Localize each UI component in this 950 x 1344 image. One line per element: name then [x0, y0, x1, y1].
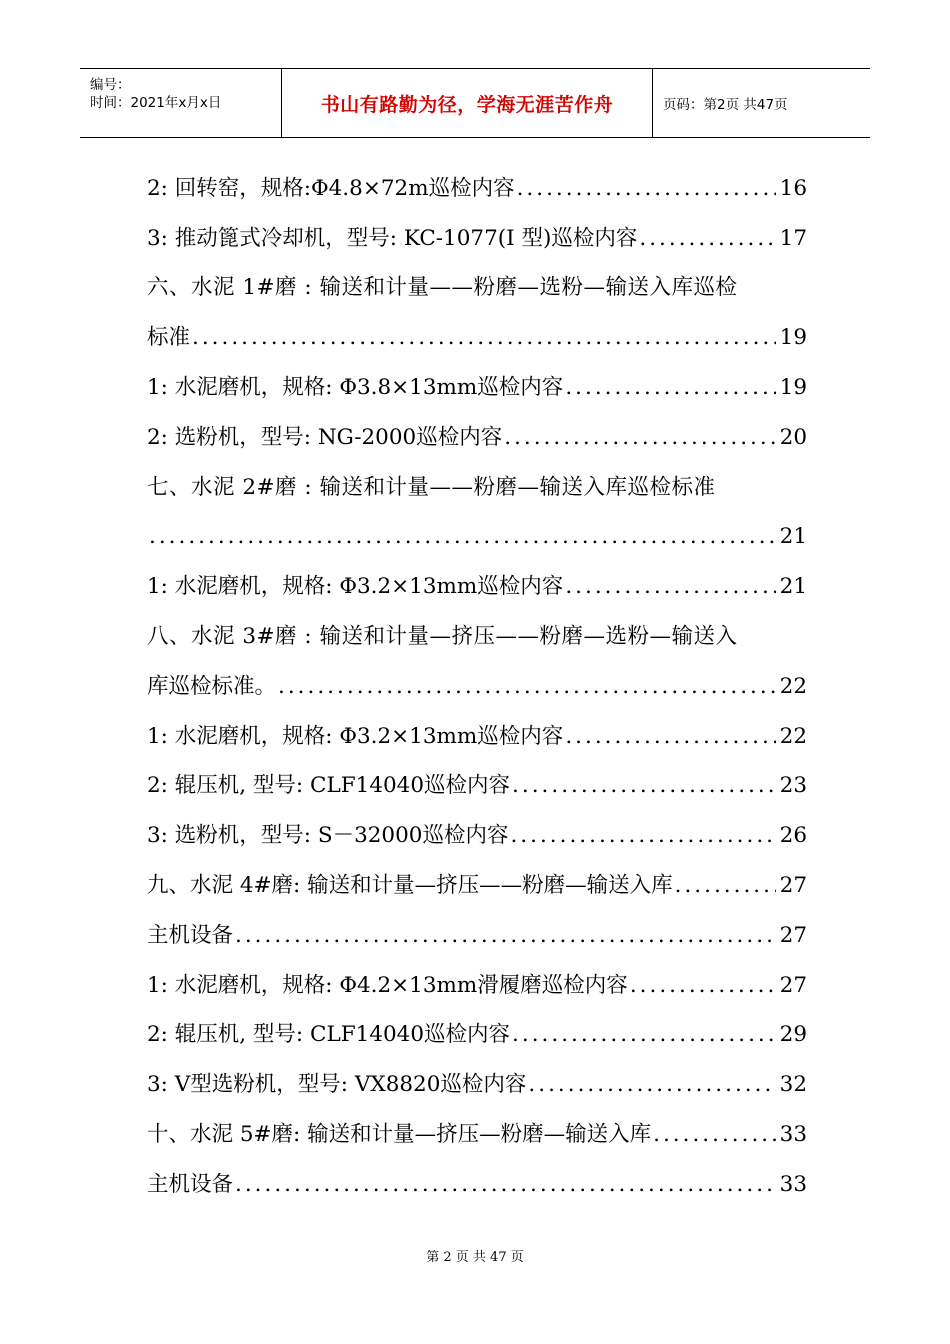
- toc-entry-page: 26: [779, 823, 807, 849]
- toc-entry-title: 七、水泥 2#磨 : 输送和计量——粉磨—输送入库巡检标准: [147, 474, 716, 500]
- toc-entry-title: 1: 水泥磨机，规格: Φ3.8×13mm巡检内容: [147, 375, 564, 401]
- toc-entry-title: 3: V型选粉机，型号: VX8820巡检内容: [147, 1072, 527, 1098]
- toc-dot-leader: [565, 567, 775, 607]
- toc-entry-title: 九、水泥 4#磨: 输送和计量—挤压——粉磨—输送入库: [147, 873, 673, 899]
- toc-dot-leader: [565, 368, 775, 408]
- toc-entry-title: 2: 辊压机, 型号: CLF14040巡检内容: [147, 1022, 511, 1048]
- toc-entry: [147, 264, 807, 314]
- toc-entry: [147, 463, 807, 513]
- toc-entry-page: 27: [779, 873, 807, 899]
- toc-entry-page: 16: [779, 175, 807, 201]
- toc-entry: [147, 214, 807, 264]
- toc-entry-page: 21: [779, 524, 807, 550]
- toc-entry: [147, 313, 807, 363]
- toc-entry-page: 32: [779, 1072, 807, 1098]
- toc-entry-title: 主机设备: [147, 1171, 234, 1197]
- toc-entry-title: 1: 水泥磨机，规格: Φ3.2×13mm巡检内容: [147, 723, 564, 749]
- toc-entry: [147, 811, 807, 861]
- toc-entry-page: 33: [779, 1122, 807, 1148]
- toc-entry: [147, 911, 807, 961]
- toc-entry-page: 20: [779, 424, 807, 450]
- page-footer: 第 2 页 共 47 页: [426, 1250, 524, 1265]
- toc-entry: [147, 1160, 807, 1210]
- header-meta-cell: [80, 69, 281, 137]
- toc-entry: [147, 1011, 807, 1061]
- toc-entry: [147, 562, 807, 612]
- toc-entry-title: 3: 选粉机，型号: S－32000巡检内容: [147, 823, 509, 849]
- toc-entry-page: 23: [779, 773, 807, 799]
- toc-entry: [147, 363, 807, 413]
- toc-entry-page: 33: [779, 1171, 807, 1197]
- toc-entry-page: 17: [779, 225, 807, 251]
- toc-entry: [147, 1110, 807, 1160]
- toc-entry-page: 22: [779, 673, 807, 699]
- toc-dot-leader: [528, 1065, 775, 1105]
- toc-dot-leader: [675, 866, 776, 906]
- toc-entry: [147, 861, 807, 911]
- toc-dot-leader: [149, 517, 776, 557]
- toc-dot-leader: [653, 1115, 776, 1155]
- toc-entry-title: 2: 选粉机，型号: NG-2000巡检内容: [147, 424, 503, 450]
- toc-entry-page: 27: [779, 972, 807, 998]
- toc-entry-title: 库巡检标准。: [147, 673, 277, 699]
- toc-entry-title: 2: 回转窑，规格:Φ4.8×72m巡检内容: [147, 175, 515, 201]
- toc-entry: [147, 712, 807, 762]
- header-number-label: 编号：: [90, 77, 131, 93]
- header-date: 时间：2021年x月x日: [90, 95, 222, 111]
- toc-entry-page: 27: [779, 922, 807, 948]
- toc-entry-page: 22: [779, 723, 807, 749]
- toc-dot-leader: [639, 219, 775, 259]
- document-header: [80, 68, 870, 138]
- toc-entry-title: 1: 水泥磨机，规格: Φ4.2×13mm滑履磨巡检内容: [147, 972, 628, 998]
- toc-dot-leader: [235, 916, 776, 956]
- toc-entry-title: 主机设备: [147, 922, 234, 948]
- toc-dot-leader: [278, 667, 776, 707]
- toc-entry: [147, 612, 807, 662]
- toc-dot-leader: [512, 766, 776, 806]
- toc-entry: [147, 762, 807, 812]
- toc-entry-title: 八、水泥 3#磨 : 输送和计量—挤压——粉磨—选粉—输送入: [147, 624, 738, 650]
- toc-entry-page: 19: [779, 375, 807, 401]
- toc-entry-title: 标准: [147, 325, 191, 351]
- toc-entry: [147, 413, 807, 463]
- toc-entry-page: 21: [779, 574, 807, 600]
- toc-dot-leader: [517, 169, 776, 209]
- toc-entry-title: 1: 水泥磨机，规格: Φ3.2×13mm巡检内容: [147, 574, 564, 600]
- table-of-contents: [147, 164, 807, 1210]
- header-motto: 书山有路勤为径，学海无涯苦作舟: [320, 93, 614, 116]
- toc-entry: [147, 662, 807, 712]
- toc-dot-leader: [504, 418, 775, 458]
- toc-entry-title: 十、水泥 5#磨: 输送和计量—挤压—粉磨—输送入库: [147, 1122, 652, 1148]
- toc-dot-leader: [510, 816, 775, 856]
- toc-entry-page: 29: [779, 1022, 807, 1048]
- toc-dot-leader: [630, 966, 776, 1006]
- toc-entry-page: 19: [779, 325, 807, 351]
- toc-entry: [147, 1060, 807, 1110]
- toc-entry: [147, 164, 807, 214]
- toc-entry: [147, 961, 807, 1011]
- toc-entry-title: 2: 辊压机, 型号: CLF14040巡检内容: [147, 773, 511, 799]
- toc-dot-leader: [565, 717, 775, 757]
- toc-entry-title: 3: 推动篦式冷却机，型号: KC-1077(Ⅰ 型)巡检内容: [147, 225, 638, 251]
- toc-dot-leader: [192, 318, 776, 358]
- toc-dot-leader: [235, 1165, 776, 1205]
- toc-dot-leader: [512, 1015, 776, 1055]
- toc-entry: [147, 513, 807, 563]
- toc-entry-title: 六、水泥 1#磨 : 输送和计量——粉磨—选粉—输送入库巡检: [147, 275, 738, 301]
- header-page-info: 页码：第2页 共47页: [663, 97, 788, 113]
- header-motto-cell: [281, 69, 653, 137]
